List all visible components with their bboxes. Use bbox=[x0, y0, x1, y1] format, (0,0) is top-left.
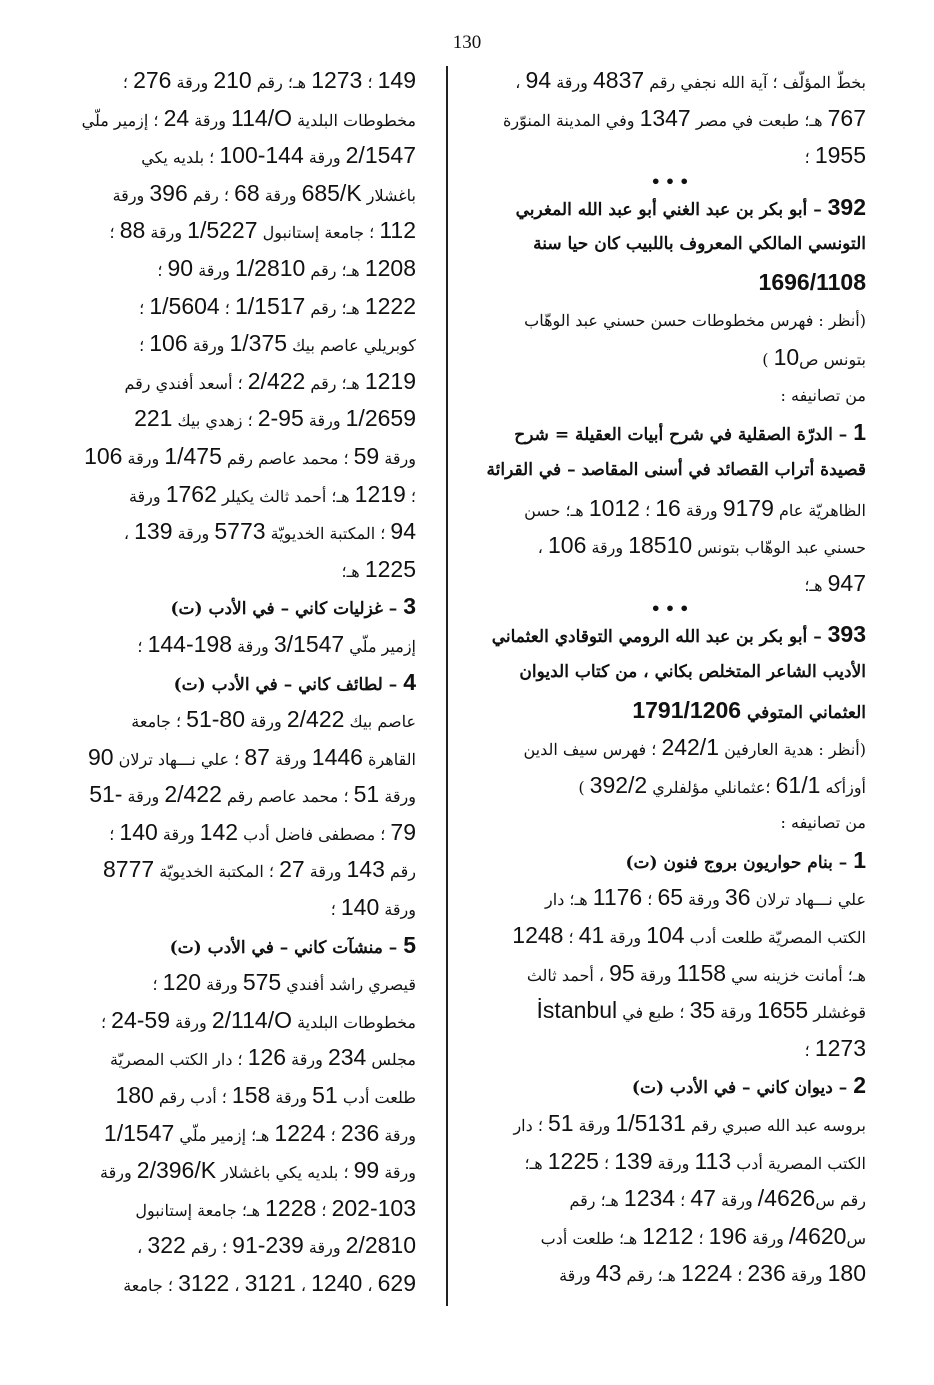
text-line: طلعت أدب 51 ورقة 158 ؛ أدب رقم 180 bbox=[115, 1082, 416, 1109]
page-number: 130 bbox=[452, 32, 482, 53]
text-line: 1219 هـ؛ رقم 2/422 ؛ أسعد أفندي رقم bbox=[124, 367, 416, 394]
text-line: كوبريلي عاصم بيك 1/375 ورقة 106 ؛ bbox=[139, 330, 416, 357]
text-line: قوغشلر 1655 ورقة 35 ؛ طبع في İstanbul bbox=[536, 997, 866, 1024]
entry-heading-line: 1696/1108 bbox=[758, 268, 866, 295]
column-divider bbox=[446, 66, 448, 1306]
text-line: 1955 ؛ bbox=[804, 142, 866, 169]
text-line: أوزأكه 61/1 ؛عثمانلي مؤلفلري 392/2 ) bbox=[578, 771, 866, 798]
text-line: القاهرة 1446 ورقة 87 ؛ علي نـــهاد ترلان 90 bbox=[88, 743, 416, 770]
text-line: هـ؛ أمانت خزينه سي 1158 ورقة 95 ، أحمد ثالث bbox=[526, 959, 866, 986]
text-line: 629 ، 1240 ، 3121 ، 3122 ؛ جامعة bbox=[123, 1270, 416, 1296]
text-line: ورقة 59 ؛ محمد عاصم رقم 1/475 ورقة 106 bbox=[84, 442, 416, 469]
text-line: س/4620 ورقة 196 ؛ 1212 هـ؛ طلعت أدب bbox=[540, 1222, 866, 1249]
text-line: 2/2810 ورقة 91-239 ؛ رقم 322 ، bbox=[137, 1232, 416, 1259]
text-line: مخطوطات البلدية 114/O ورقة 24 ؛ إزمير ملّي bbox=[81, 104, 416, 131]
text-line: 112 ؛ جامعة إستانبول 1/5227 ورقة 88 ؛ bbox=[109, 217, 416, 244]
text-line: 1/2659 ورقة 2-95 ؛ زهدي بيك 221 bbox=[134, 405, 416, 432]
text-line: ؛ 1219 هـ؛ أحمد ثالث يكيلر 1762 ورقة bbox=[128, 480, 416, 507]
text-line: من تصانيفه : bbox=[780, 385, 866, 405]
entry-heading-line: 392 – أبو بكر بن عبد الغني أبو عبد الله المغربي bbox=[515, 193, 866, 220]
entry-heading-line: التونسي المالكي المعروف باللبيب كان حيا سنة bbox=[533, 234, 866, 255]
entry-heading-line: الأديب الشاعر المتخلص بكاني ، من كتاب الديوان bbox=[519, 661, 866, 682]
right-column bbox=[478, 62, 866, 1293]
entry-heading-line: 3 – غزليات كاني – في الأدب (ت) bbox=[170, 593, 416, 620]
text-line: 202-103 ؛ 1228 هـ؛ جامعة إستانبول bbox=[135, 1194, 416, 1221]
text-line: 149 ؛ 1273 هـ؛ رقم 210 ورقة 276 ؛ bbox=[122, 67, 416, 93]
entry-heading-line: 2 – ديوان كاني – في الأدب (ت) bbox=[631, 1072, 866, 1099]
text-line: 947 هـ؛ bbox=[804, 569, 866, 596]
text-line: حسني عبد الوهّاب بتونس 18510 ورقة 106 ، bbox=[537, 532, 866, 559]
text-line: علي نـــهاد ترلان 36 ورقة 65 ؛ 1176 هـ؛ دار bbox=[545, 884, 866, 911]
text-line: بروسه عبد الله صبري رقم 1/5131 ورقة 51 ؛ دار bbox=[513, 1110, 866, 1137]
left-column bbox=[68, 62, 416, 1303]
text-line: 1273 ؛ bbox=[804, 1034, 866, 1061]
text-line: الكتب المصرية أدب 113 ورقة 139 ؛ 1225 هـ؛ bbox=[524, 1147, 866, 1174]
text-line: 1208 هـ؛ رقم 1/2810 ورقة 90 ؛ bbox=[157, 254, 416, 281]
entry-heading-line: العثماني المتوفي 1791/1206 bbox=[632, 696, 866, 723]
text-line: (أنظر : هدية العارفين 242/1 ؛ فهرس سيف الدين bbox=[523, 734, 866, 761]
text-line: الكتب المصريّة طلعت أدب 104 ورقة 41 ؛ 1248 bbox=[512, 922, 866, 949]
entry-heading-line: 5 – منشآت كاني – في الأدب (ت) bbox=[169, 931, 416, 958]
text-line: 767 هـ؛ طبعت في مصر 1347 وفي المدينة المنوّرة bbox=[502, 104, 866, 131]
text-line: ورقة 236 ؛ 1224 هـ؛ إزمير ملّي 1/1547 bbox=[103, 1119, 416, 1146]
text-line: قيصري راشد أفندي 575 ورقة 120 ؛ bbox=[152, 969, 416, 996]
text-line: 1222 هـ؛ رقم 1/1517 ؛ 1/5604 ؛ bbox=[139, 292, 416, 319]
text-line: ورقة 140 ؛ bbox=[330, 894, 416, 921]
section-separator: ••• bbox=[650, 602, 694, 617]
text-line: بتونس ص10 ) bbox=[762, 344, 866, 371]
text-line: 2/1547 ورقة 100-144 ؛ بلديه يكي bbox=[141, 142, 416, 169]
text-line: الظاهريّة عام 9179 ورقة 16 ؛ 1012 هـ؛ حسن bbox=[524, 494, 866, 521]
text-line: ورقة 51 ؛ محمد عاصم رقم 2/422 ورقة 51- bbox=[89, 781, 416, 808]
text-line: رقم 143 ورقة 27 ؛ المكتبة الخديويّة 8777 bbox=[103, 856, 416, 883]
text-line: 1225 هـ؛ bbox=[341, 555, 416, 582]
entry-heading-line: 393 – أبو بكر بن عبد الله الرومي التوقادي العثماني bbox=[491, 621, 866, 648]
text-line: 180 ورقة 236 ؛ 1224 هـ؛ رقم 43 ورقة bbox=[559, 1260, 866, 1287]
text-line: رقم س/4626 ورقة 47 ؛ 1234 هـ؛ رقم bbox=[569, 1185, 866, 1212]
text-line: بخطّ المؤلّف ؛ آية الله نجفي رقم 4837 ورقة 94 ، bbox=[515, 67, 866, 93]
text-line: من تصانيفه : bbox=[780, 813, 866, 833]
text-line: 79 ؛ مصطفى فاضل أدب 142 ورقة 140 ؛ bbox=[109, 818, 416, 845]
section-separator: ••• bbox=[650, 174, 694, 189]
text-line: إزمير ملّي 3/1547 ورقة 144-198 ؛ bbox=[137, 630, 416, 657]
entry-heading-line: 4 – لطائف كاني – في الأدب (ت) bbox=[173, 668, 416, 695]
entry-heading-line: قصيدة أتراب القصائد في أسنى المقاصد – في القرائة bbox=[486, 459, 866, 480]
text-line: 94 ؛ المكتبة الخديويّة 5773 ورقة 139 ، bbox=[123, 518, 416, 545]
text-line: مجلس 234 ورقة 126 ؛ دار الكتب المصريّة bbox=[109, 1044, 416, 1071]
entry-heading-line: 1 – بنام حواريون بروج فنون (ت) bbox=[625, 846, 866, 873]
text-line: (أنظر : فهرس مخطوطات حسن حسني عبد الوهّاب bbox=[524, 310, 866, 330]
text-line: مخطوطات البلدية 2/114/O ورقة 24-59 ؛ bbox=[100, 1006, 416, 1033]
text-line: ورقة 99 ؛ بلديه يكي باغشلار 2/396/K ورقة bbox=[100, 1157, 416, 1184]
entry-heading-line: 1 – الدرّة الصقلية في شرح أبيات العقيلة = شرح bbox=[514, 419, 866, 446]
text-line: عاصم بيك 2/422 ورقة 51-80 ؛ جامعة bbox=[131, 706, 416, 733]
text-line: باغشلار 685/K ورقة 68 ؛ رقم 396 ورقة bbox=[112, 179, 416, 206]
